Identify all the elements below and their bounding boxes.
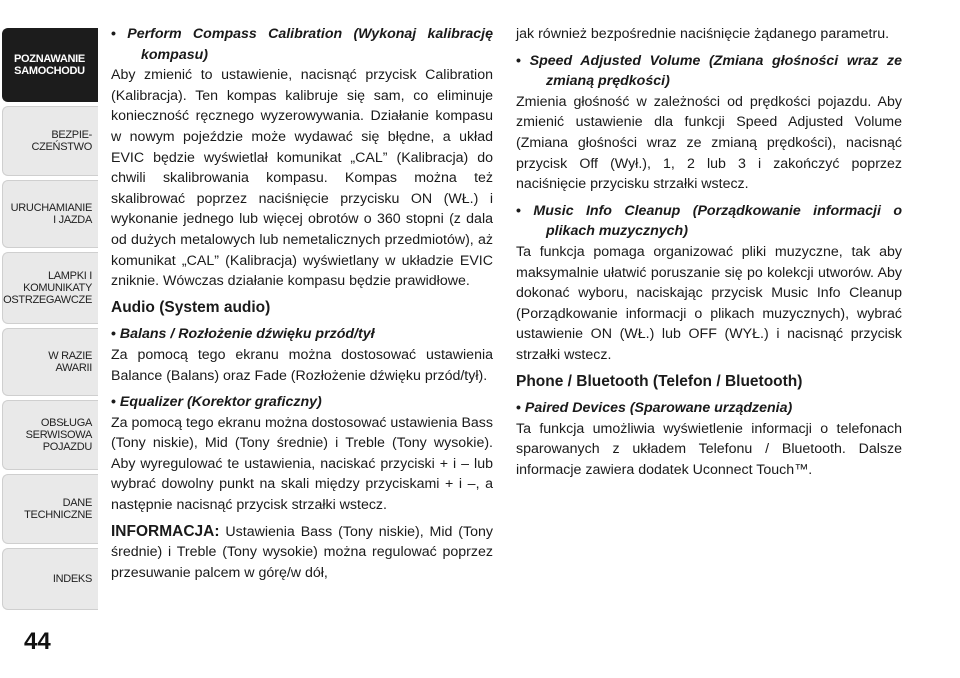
compass-calibration-text: Aby zmienić to ustawienie, nacisnąć przycisk Calibration (Kalibracja). Ten kompas kalibruje się sam, co eliminuje konieczność ręcznego wyzerowywania. Działanie kompasu w nowym pojeździe może wydawać się błędne, a układ EVIC będzie wyświetlał komunikat „CAL” (Kalibracja) do chwili skalibrowania kompasu. Kompas można też skalibrować poprzez naciśnięcie przycisku ON (WŁ.) i wykonanie jednego lub więcej obrotów o 360 stopni (z dala od dużych metalowych lub nemetalicznych przedmiotów), aż komunikat „CAL” (Kalibracja) wyświetlany w układzie EVIC zniknie. Wówczas działanie kompasu będzie prawidłowe.	[111, 67, 493, 290]
tab-dane-techniczne[interactable]: DANE TECHNICZNE	[2, 474, 98, 544]
balans-text: Za pomocą tego ekranu można dostosować ustawienia Balance (Balans) oraz Fade (Rozłożenie dźwięku przód/tył).	[111, 346, 493, 384]
music-info-cleanup-text: Ta funkcja pomaga organizować pliki muzyczne, tak aby maksymalnie ułatwić poruszanie się po kolekcji utworów. Aby dokonać wyboru, naciskając przycisk Music Info Cleanup (Porządkowanie informacji o plikach muzycznych), wybrać ustawienie ON (WŁ.) lub OFF (WYŁ.) i nacisnąć przycisk strzałki wstecz.	[516, 243, 902, 363]
chapter-sidebar	[0, 0, 100, 678]
bullet-paired-devices: • Paired Devices (Sparowane urządzenia)	[516, 398, 902, 419]
note-text: Ustawienia Bass (Tony niskie), Mid (Tony średnie) i Treble (Tony wysokie) można regulować poprzez przesuwanie palcem w górę/w dół,	[111, 523, 493, 581]
audio-heading: Audio (System audio)	[111, 298, 271, 316]
bullet-equalizer: • Equalizer (Korektor graficzny)	[111, 392, 493, 413]
tab-uruchamianie-i-jazda[interactable]: URUCHAMIANIE I JAZDA	[2, 180, 98, 248]
equalizer-text: Za pomocą tego ekranu można dostosować ustawienia Bass (Tony niskie), Mid (Tony średnie) i Treble (Tony wysokie). Aby wyregulować te ustawienia, naciskać przyciski + i – lub wybrać dowolny punkt na skali między przyciskami + i –, a następnie nacisnąć przycisk strzałki wstecz.	[111, 414, 493, 514]
bullet-music-info-cleanup: • Music Info Cleanup (Porządkowanie informacji o plikach muzycznych)	[516, 201, 902, 242]
bullet-speed-adjusted-volume: • Speed Adjusted Volume (Zmiana głośności wraz ze zmianą prędkości)	[516, 51, 902, 92]
page-number: 44	[24, 628, 51, 655]
tab-bezpieczenstwo[interactable]: BEZPIE- CZEŃSTWO	[2, 106, 98, 176]
right-column	[516, 24, 902, 486]
tab-obsluga-serwisowa[interactable]: OBSŁUGA SERWISOWA POJAZDU	[2, 400, 98, 470]
tab-w-razie-awarii[interactable]: W RAZIE AWARII	[2, 328, 98, 396]
speed-adjusted-volume-text: Zmienia głośność w zależności od prędkości pojazdu. Aby zmienić ustawienie dla funkcji Speed Adjusted Volume (Zmiana głośności wraz ze zmianą prędkości), nacisnąć przycisk Off (Wył.), 1, 2 lub 3 i zakończyć poprzez naciśnięcie przycisku strzałki wstecz.	[516, 93, 902, 193]
note-paragraph	[111, 522, 493, 584]
left-column	[111, 24, 493, 589]
phone-bluetooth-heading: Phone / Bluetooth (Telefon / Bluetooth)	[516, 372, 803, 390]
continued-text: jak również bezpośrednie naciśnięcie żądanego parametru.	[516, 26, 890, 42]
tab-poznawanie-samochodu[interactable]: POZNAWANIE SAMOCHODU	[2, 28, 98, 102]
tab-lampki-i-komunikaty[interactable]: LAMPKI I KOMUNIKATY OSTRZEGAWCZE	[2, 252, 98, 324]
note-label: INFORMACJA:	[111, 522, 220, 540]
tab-indeks[interactable]: INDEKS	[2, 548, 98, 610]
bullet-compass-calibration: • Perform Compass Calibration (Wykonaj kalibrację kompasu)	[111, 24, 493, 65]
bullet-balans: • Balans / Rozłożenie dźwięku przód/tył	[111, 324, 493, 345]
paired-devices-text: Ta funkcja umożliwia wyświetlenie informacji o telefonach sparowanych z układem Telefonu / Bluetooth. Dalsze informacje zawiera dodatek Uconnect Touch™.	[516, 420, 902, 478]
